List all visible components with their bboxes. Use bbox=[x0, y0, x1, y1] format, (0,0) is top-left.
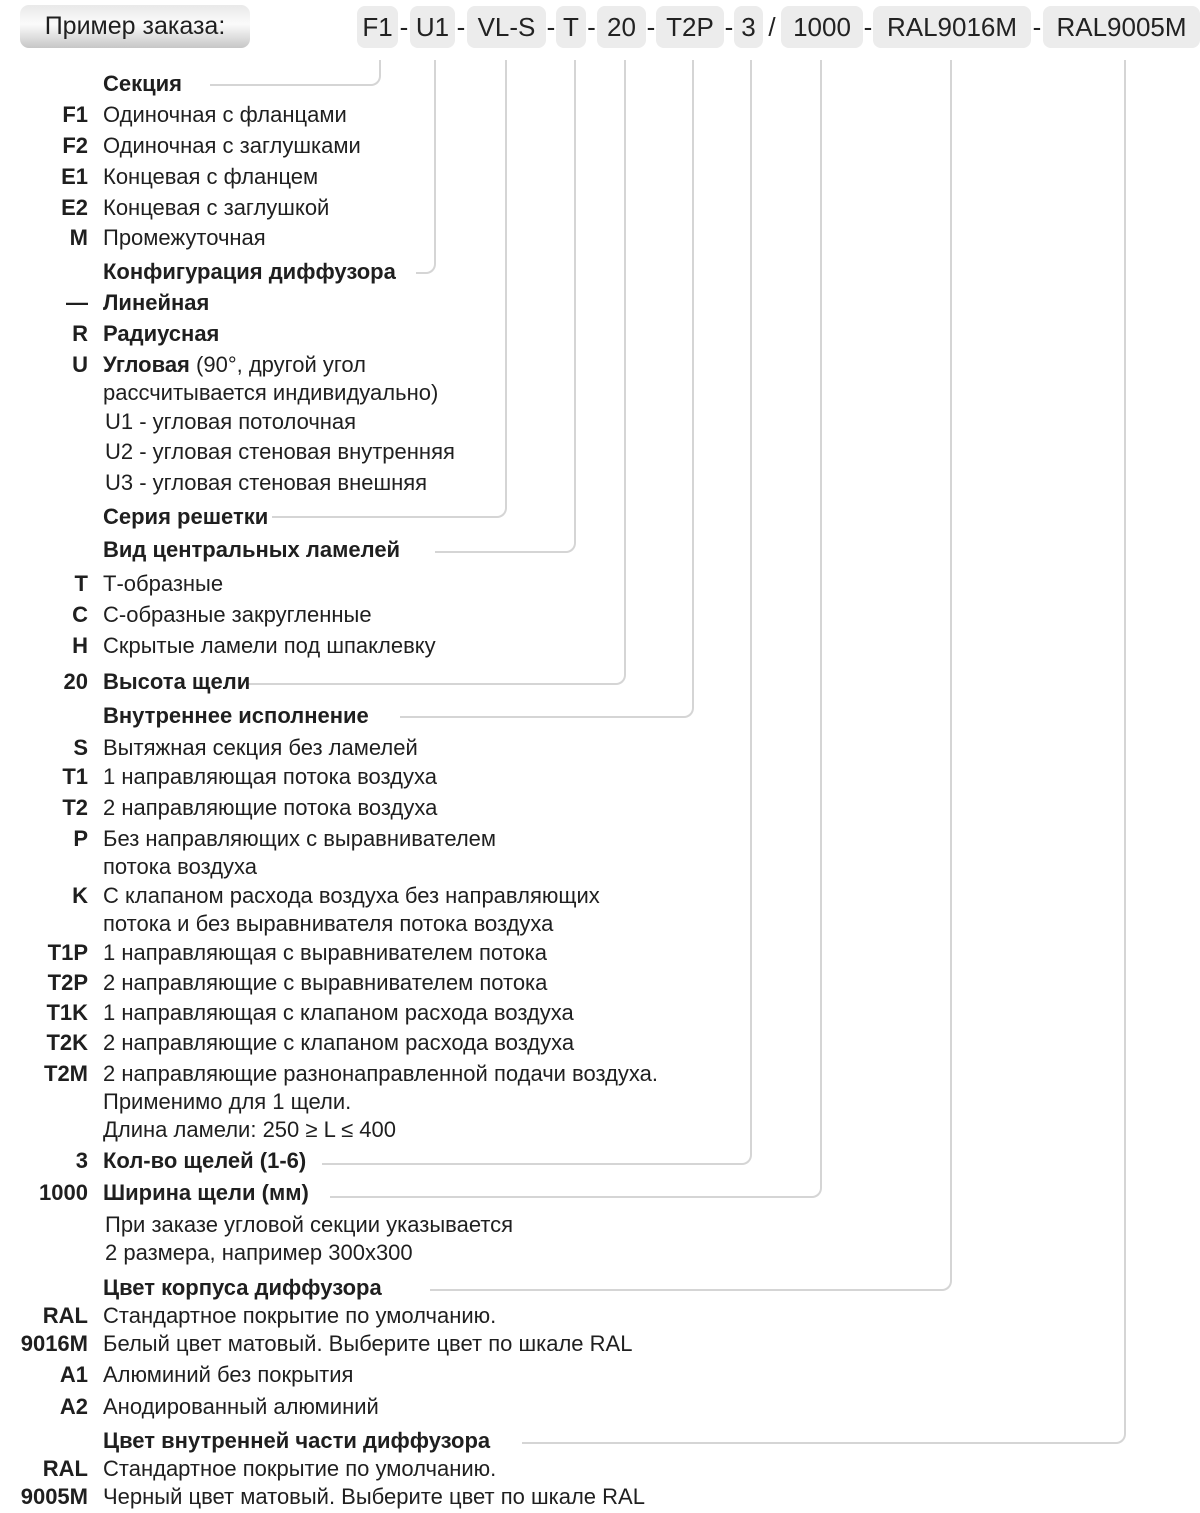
code-separator: - bbox=[863, 12, 873, 42]
code-part-inner-color: RAL9005M bbox=[1043, 6, 1200, 48]
code-separator: - bbox=[724, 12, 734, 42]
code-part-section: F1 bbox=[357, 6, 398, 48]
order-example-label: Пример заказа: bbox=[20, 5, 250, 48]
code-part-body-color: RAL9016M bbox=[873, 6, 1031, 48]
code-separator: - bbox=[546, 12, 556, 42]
code-part-slot-width: 1000 bbox=[781, 6, 863, 48]
code-separator: - bbox=[456, 12, 466, 42]
code-separator: - bbox=[587, 12, 596, 42]
order-code-legend-page: Пример заказа: F1 - U1 - VL-S - T - 20 - T2P - 3 / 1000 - RAL9016M - RAL9005M Секция F1 Одиночная с фланцами F2 Одиночная с заглушками E1 Концевая с фланцем E2 Концевая с заглушкой M Промежуточная Конфигурация диффузора — Линейная R Радиусная U Угловая (90°, другой угол рассчитывается индивидуально) U1 - угловая потолочная U2 - угловая стеновая внутренняя U3 - угловая стеновая внешняя Серия решетки Вид центральных ламелей T Т-образные C С-образные закругленные H Скрытые ламели под шпаклевку 20 Высота щели Внутреннее исполнение S Вытяжная секция без ламелей T1 1 направляющая потока воздуха T2 2 направляющие потока воздуха P Без направляющих с выравнивателем потока воздуха K С клапаном расхода воздуха без направляющих потока и без выравнивателя потока воздуха T1P 1 направляющая с выравнивателем потока T2P 2 направляющие с выравнивателем потока T1K 1 направляющая с клапаном расхода воздуха T2K 2 направляющие с клапаном расхода воздуха T2M 2 направляющие разнонаправленной подачи воздуха. Применимо для 1 щели. Длина ламели: 250 ≥ L ≤ 400 3 Кол-во щелей (1-6) 1000 Ширина щели (мм) При заказе угловой секции указывается 2 размера, например 300х300 Цвет корпуса диффузора RAL 9016M Стандартное покрытие по умолчанию. Белый цвет матовый. Выберите цвет по шкале RAL A1 Алюминий без покрытия A2 Анодированный алюминий Цвет внутренней части диффузора RAL 9005M Стандартное покрытие по умолчанию. Черный цвет матовый. Выберите цвет по шкале RAL bbox=[0, 0, 1200, 1513]
code-part-inner-design: T2P bbox=[656, 6, 724, 48]
code-part-series: VL-S bbox=[467, 6, 546, 48]
code-separator: - bbox=[399, 12, 409, 42]
code-separator: - bbox=[1032, 12, 1042, 42]
connector-inner-color bbox=[522, 60, 1126, 1444]
code-part-slot-count: 3 bbox=[734, 6, 763, 48]
code-separator: - bbox=[646, 12, 656, 42]
code-part-slot-height: 20 bbox=[597, 6, 646, 48]
code-part-lamella: T bbox=[556, 6, 586, 48]
code-part-configuration: U1 bbox=[410, 6, 455, 48]
code-separator-slash: / bbox=[768, 12, 776, 42]
